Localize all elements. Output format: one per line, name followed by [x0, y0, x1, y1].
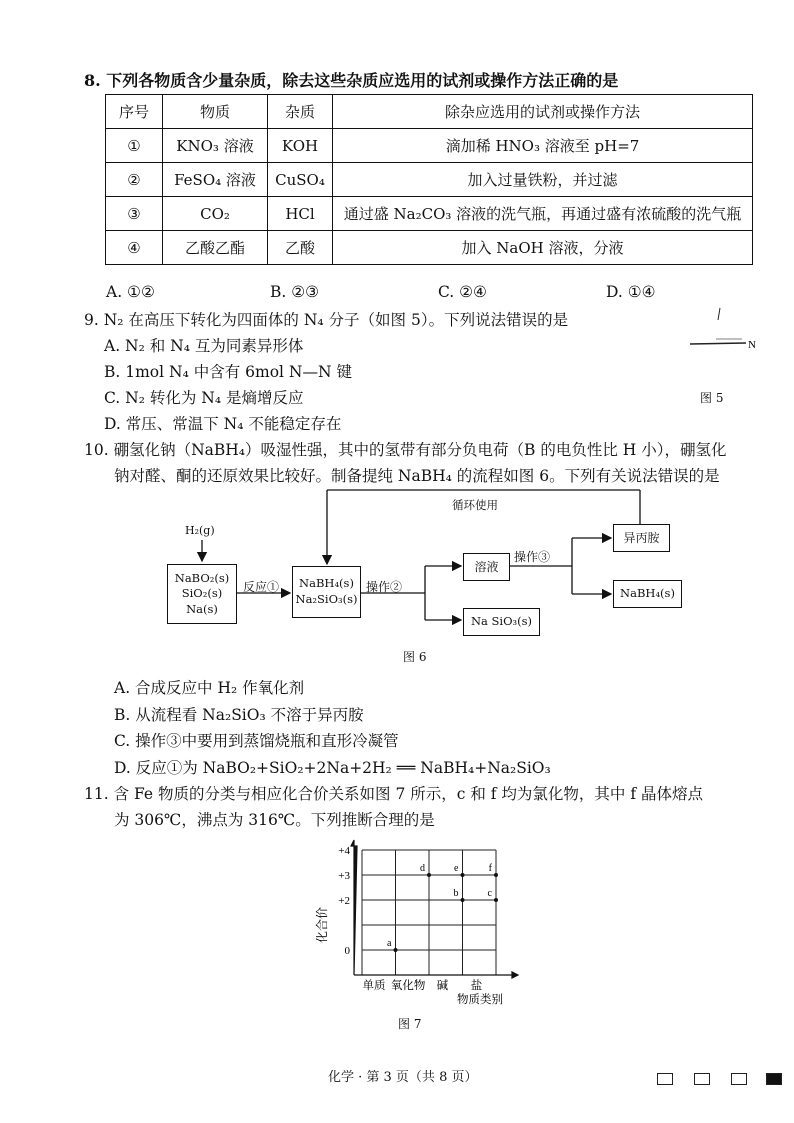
chart-category-label: 氧化物 — [390, 980, 426, 992]
chart-y-tick-label: +2 — [338, 895, 350, 907]
header-cell: 序号 — [106, 95, 163, 129]
scan-mark-box — [731, 1073, 747, 1085]
q10-stem-line1: 10. 硼氢化钠（NaBH₄）吸湿性强，其中的氢带有部分负电荷（B 的电负性比 H 小），硼氢化 — [84, 441, 727, 459]
table-cell: KOH — [268, 129, 333, 163]
table-cell: 加入过量铁粉，并过滤 — [333, 163, 753, 197]
q8-stem: 8. 下列各物质含少量杂质，除去这些杂质应选用的试剂或操作方法正确的是 — [84, 71, 619, 90]
q10-option-b: B. 从流程看 Na₂SiO₃ 不溶于异丙胺 — [114, 706, 364, 724]
q8-option-a: A. ①② — [106, 283, 155, 301]
q9-option-b: B. 1mol N₄ 中含有 6mol N—N 键 — [104, 363, 352, 381]
q9-option-a: A. N₂ 和 N₄ 互为同素异形体 — [104, 337, 304, 355]
table-cell: 乙酸乙酯 — [163, 231, 268, 265]
reactant-nabo2: NaBO₂(s) — [174, 570, 230, 585]
reactant-sio2: SiO₂(s) — [181, 586, 223, 601]
step-3-label: 操作③ — [514, 550, 551, 564]
table-cell: 通过盛 Na₂CO₃ 溶液的洗气瓶，再通过盛有浓硫酸的洗气瓶 — [333, 197, 753, 231]
scan-mark-box — [694, 1073, 710, 1085]
chart-y-axis-label: 化合价 — [315, 906, 329, 944]
header-cell: 除杂应选用的试剂或操作方法 — [333, 95, 753, 129]
figure-5-label: 图 5 — [700, 391, 724, 405]
table-cell: ② — [106, 163, 163, 197]
intermediate-na2sio3: Na₂SiO₃(s) — [295, 592, 358, 606]
chart-point-d — [427, 873, 431, 877]
table-cell: HCl — [268, 197, 333, 231]
chart-point-c — [494, 898, 498, 902]
header-cell: 物质 — [163, 95, 268, 129]
table-cell: FeSO₄ 溶液 — [163, 163, 268, 197]
reactants-box — [167, 564, 237, 624]
q9-option-c: C. N₂ 转化为 N₄ 是熵增反应 — [104, 389, 304, 407]
chart-point-a — [394, 948, 398, 952]
table-cell: CuSO₄ — [268, 163, 333, 197]
scan-mark-box — [657, 1073, 673, 1085]
table-cell: 加入 NaOH 溶液，分液 — [333, 231, 753, 265]
chart-point-label: c — [487, 888, 492, 899]
q9-stem: 9. N₂ 在高压下转化为四面体的 N₄ 分子（如图 5）。下列说法错误的是 — [84, 311, 569, 329]
chart-point-b — [461, 898, 465, 902]
step-1-label: 反应① — [243, 580, 280, 594]
chart-y-tick-label: 0 — [344, 945, 350, 957]
reactant-na: Na(s) — [186, 601, 218, 616]
na2sio3-solid-box: Na SiO₃(s) — [463, 608, 540, 636]
chart-y-tick-label: +3 — [338, 870, 350, 882]
chart-point-f — [494, 873, 498, 877]
q10-option-d: D. 反应①为 NaBO₂+SiO₂+2Na+2H₂ ══ NaBH₄+Na₂SiO₃ — [114, 759, 551, 777]
chart-x-axis-label: 物质类别 — [457, 994, 503, 1006]
q9-option-d: D. 常压、常温下 N₄ 不能稳定存在 — [104, 415, 342, 433]
scan-mark-filled — [766, 1073, 782, 1085]
chart-category-label: 碱 — [436, 980, 449, 992]
nabh4-product-box: NaBH₄(s) — [613, 580, 682, 608]
header-cell: 杂质 — [268, 95, 333, 129]
n4-atom-label: N — [748, 339, 756, 351]
table-cell: ④ — [106, 231, 163, 265]
intermediate-box — [292, 566, 361, 618]
q8-option-b: B. ②③ — [270, 283, 320, 301]
chart-axes — [351, 840, 518, 978]
figure-6-label: 图 6 — [403, 650, 427, 664]
q10-option-a: A. 合成反应中 H₂ 作氧化剂 — [114, 679, 305, 697]
chart-point-label: f — [488, 863, 492, 874]
q10-stem-line2: 钠对醛、酮的还原效果比较好。制备提纯 NaBH₄ 的流程如图 6。下列有关说法错误的是 — [114, 467, 720, 485]
q8-option-c: C. ②④ — [438, 283, 487, 301]
chart-point-label: d — [420, 863, 425, 874]
q8-option-d: D. ①④ — [606, 283, 656, 301]
table-cell: ① — [106, 129, 163, 163]
chart-category-label: 盐 — [470, 980, 483, 992]
figure-7-label: 图 7 — [398, 1017, 422, 1031]
page-footer: 化学 · 第 3 页（共 8 页） — [328, 1070, 478, 1085]
chart-point-label: b — [453, 888, 459, 899]
intermediate-nabh4: NaBH₄(s) — [299, 576, 354, 591]
q11-stem-line1: 11. 含 Fe 物质的分类与相应化合价关系如图 7 所示，c 和 f 均为氯化物，其中 f 晶体熔点 — [84, 785, 704, 803]
table-cell: 滴加稀 HNO₃ 溶液至 pH=7 — [333, 129, 753, 163]
isopropylamine-box: 异丙胺 — [613, 524, 670, 552]
chart-point-label: a — [387, 938, 392, 949]
table-cell: KNO₃ 溶液 — [163, 129, 268, 163]
step-2-label: 操作② — [366, 580, 403, 594]
table-cell: CO₂ — [163, 197, 268, 231]
table-cell: ③ — [106, 197, 163, 231]
chart-category-label: 单质 — [362, 980, 386, 992]
solution-box: 溶液 — [463, 553, 510, 581]
fe-valence-chart — [300, 835, 540, 1015]
q11-stem-line2: 为 306℃，沸点为 316℃。下列推断合理的是 — [114, 811, 435, 829]
table-cell: 乙酸 — [268, 231, 333, 265]
q10-option-c: C. 操作③中要用到蒸馏烧瓶和直形冷凝管 — [114, 732, 399, 750]
chart-y-tick-label: +4 — [338, 845, 350, 857]
chart-point-e — [461, 873, 465, 877]
h2-label: H₂(g) — [185, 524, 215, 537]
recycle-label: 循环使用 — [452, 498, 498, 512]
chart-point-label: e — [454, 863, 459, 874]
